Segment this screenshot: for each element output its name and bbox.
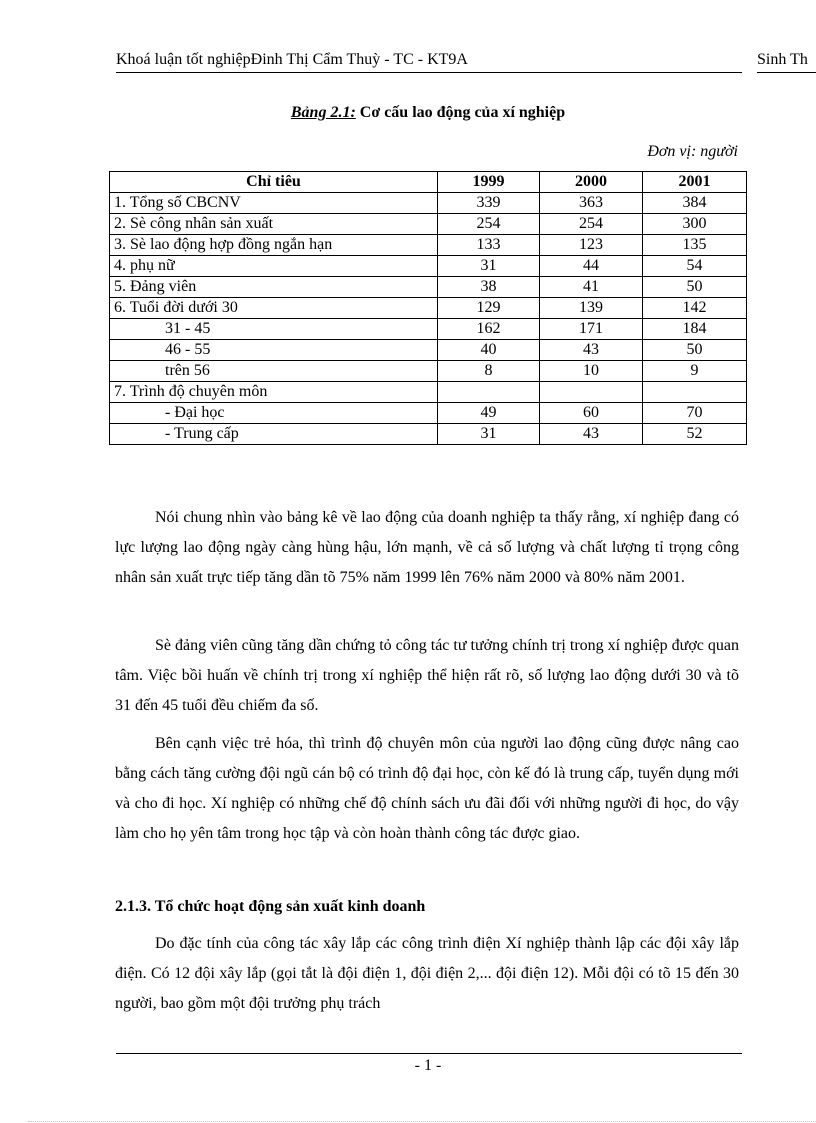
cell-2000: 139 (540, 298, 643, 319)
row-label: 5. Đảng viên (110, 277, 438, 298)
unit-label: Đơn vị: người (647, 143, 738, 160)
table-title-label: Bảng 2.1: (290, 104, 356, 121)
cell-2000: 123 (540, 235, 643, 256)
paragraph-text: Bên cạnh việc trẻ hóa, thì trình độ chuyên môn của người lao động cũng được nâng cao bằng cách tăng cường đội ngũ cán bộ có trình độ đại học, còn kế đó là trung cấp, tuyển dụng mới và cho đi học. Xí nghiệp có những chế độ chính sách ưu đãi đối với những người đi học, do vậy làm cho họ yên tâm trong học tập và còn hoàn thành công tác được giao. (115, 735, 739, 842)
page-edge-divider (28, 1121, 816, 1122)
header-cell: 2001 (643, 172, 747, 193)
cell-2000 (540, 382, 643, 403)
cell-2001: 9 (643, 361, 747, 382)
row-label: 4. phụ nữ (110, 256, 438, 277)
row-label: 3. Sè lao động hợp đồng ngắn hạn (110, 235, 438, 256)
cell-1999: 8 (438, 361, 540, 382)
cell-2001: 184 (643, 319, 747, 340)
footer-rule (116, 1053, 742, 1054)
cell-1999: 254 (438, 214, 540, 235)
cell-2000: 41 (540, 277, 643, 298)
cell-2000: 43 (540, 424, 643, 445)
paragraph-text: Sè đảng viên cũng tăng dần chứng tỏ công tác tư tưởng chính trị trong xí nghiệp được quan tâm. Việc bồi huấn về chính trị trong xí nghiệp thể hiện rất rõ, số lượng lao động dưới 30 và tõ 31 đến 45 tuổi đều chiếm đa số. (115, 637, 739, 714)
header-rule (116, 72, 742, 73)
table-header-row (110, 172, 747, 193)
cell-1999: 40 (438, 340, 540, 361)
cell-2001: 70 (643, 403, 747, 424)
table-row (110, 277, 747, 298)
row-label: 1. Tổng số CBCNV (110, 193, 438, 214)
cell-1999: 31 (438, 424, 540, 445)
header-cell: Chỉ tiêu (110, 172, 438, 193)
table-row (110, 193, 747, 214)
cell-2000: 10 (540, 361, 643, 382)
row-label: 31 - 45 (110, 319, 438, 340)
cell-1999 (438, 382, 540, 403)
cell-1999: 31 (438, 256, 540, 277)
header-rule-right (757, 72, 816, 73)
cell-2001: 384 (643, 193, 747, 214)
paragraph-text: Do đặc tính của công tác xây lắp các công trình điện Xí nghiệp thành lập các đội xây lắp điện. Có 12 đội xây lắp (gọi tắt là đội điện 1, đội điện 2,... đội điện 12). Mỗi đội có tõ 15 đến 30 người, bao gồm một đội trưởng phụ trách (115, 935, 739, 1012)
cell-2000: 363 (540, 193, 643, 214)
section-paragraph (115, 929, 739, 1019)
header-right-text: Sinh Th (757, 51, 808, 68)
cell-2000: 44 (540, 256, 643, 277)
cell-2001: 135 (643, 235, 747, 256)
table-row (110, 382, 747, 403)
cell-2001: 52 (643, 424, 747, 445)
paragraph-text: Nói chung nhìn vào bảng kê về lao động của doanh nghiệp ta thấy rằng, xí nghiệp đang có lực lượng lao động ngày càng hùng hậu, lớn mạnh, về cả số lượng và chất lượng tỉ trọng công nhân sản xuất trực tiếp tăng dần tõ 75% năm 1999 lên 76% năm 2000 và 80% năm 2001. (115, 509, 739, 586)
cell-2001: 300 (643, 214, 747, 235)
table-row (110, 256, 747, 277)
table-row (110, 340, 747, 361)
row-label: 2. Sè công nhân sản xuất (110, 214, 438, 235)
table-title-text: Cơ cấu lao động của xí nghiệp (355, 104, 566, 121)
cell-2001 (643, 382, 747, 403)
header-left-text: Khoá luận tốt nghiệpĐinh Thị Cẩm Thuỳ - TC - KT9A (116, 51, 468, 68)
paragraph-1 (115, 503, 739, 593)
header-cell: 1999 (438, 172, 540, 193)
table-row (110, 361, 747, 382)
cell-1999: 133 (438, 235, 540, 256)
paragraph-2 (115, 631, 739, 721)
cell-2001: 142 (643, 298, 747, 319)
cell-2000: 43 (540, 340, 643, 361)
cell-1999: 38 (438, 277, 540, 298)
row-label: 46 - 55 (110, 340, 438, 361)
cell-1999: 339 (438, 193, 540, 214)
cell-2001: 50 (643, 277, 747, 298)
table-row (110, 214, 747, 235)
header-cell: 2000 (540, 172, 643, 193)
row-label: 6. Tuổi đời dưới 30 (110, 298, 438, 319)
table-row (110, 319, 747, 340)
cell-1999: 49 (438, 403, 540, 424)
table-row (110, 298, 747, 319)
cell-2001: 50 (643, 340, 747, 361)
paragraph-3 (115, 729, 739, 849)
cell-1999: 162 (438, 319, 540, 340)
table-title (0, 104, 816, 122)
row-label: - Trung cấp (110, 424, 438, 445)
section-heading: 2.1.3. Tổ chức hoạt động sản xuất kinh doanh (115, 898, 426, 915)
table-row (110, 235, 747, 256)
table-row (110, 403, 747, 424)
cell-2000: 171 (540, 319, 643, 340)
cell-1999: 129 (438, 298, 540, 319)
cell-2000: 60 (540, 403, 643, 424)
cell-2000: 254 (540, 214, 643, 235)
table-row (110, 424, 747, 445)
page-number: - 1 - (414, 1057, 442, 1074)
cell-2001: 54 (643, 256, 747, 277)
labor-structure-table (109, 171, 747, 445)
row-label: 7. Trình độ chuyên môn (110, 382, 438, 403)
row-label: - Đại học (110, 403, 438, 424)
row-label: trên 56 (110, 361, 438, 382)
